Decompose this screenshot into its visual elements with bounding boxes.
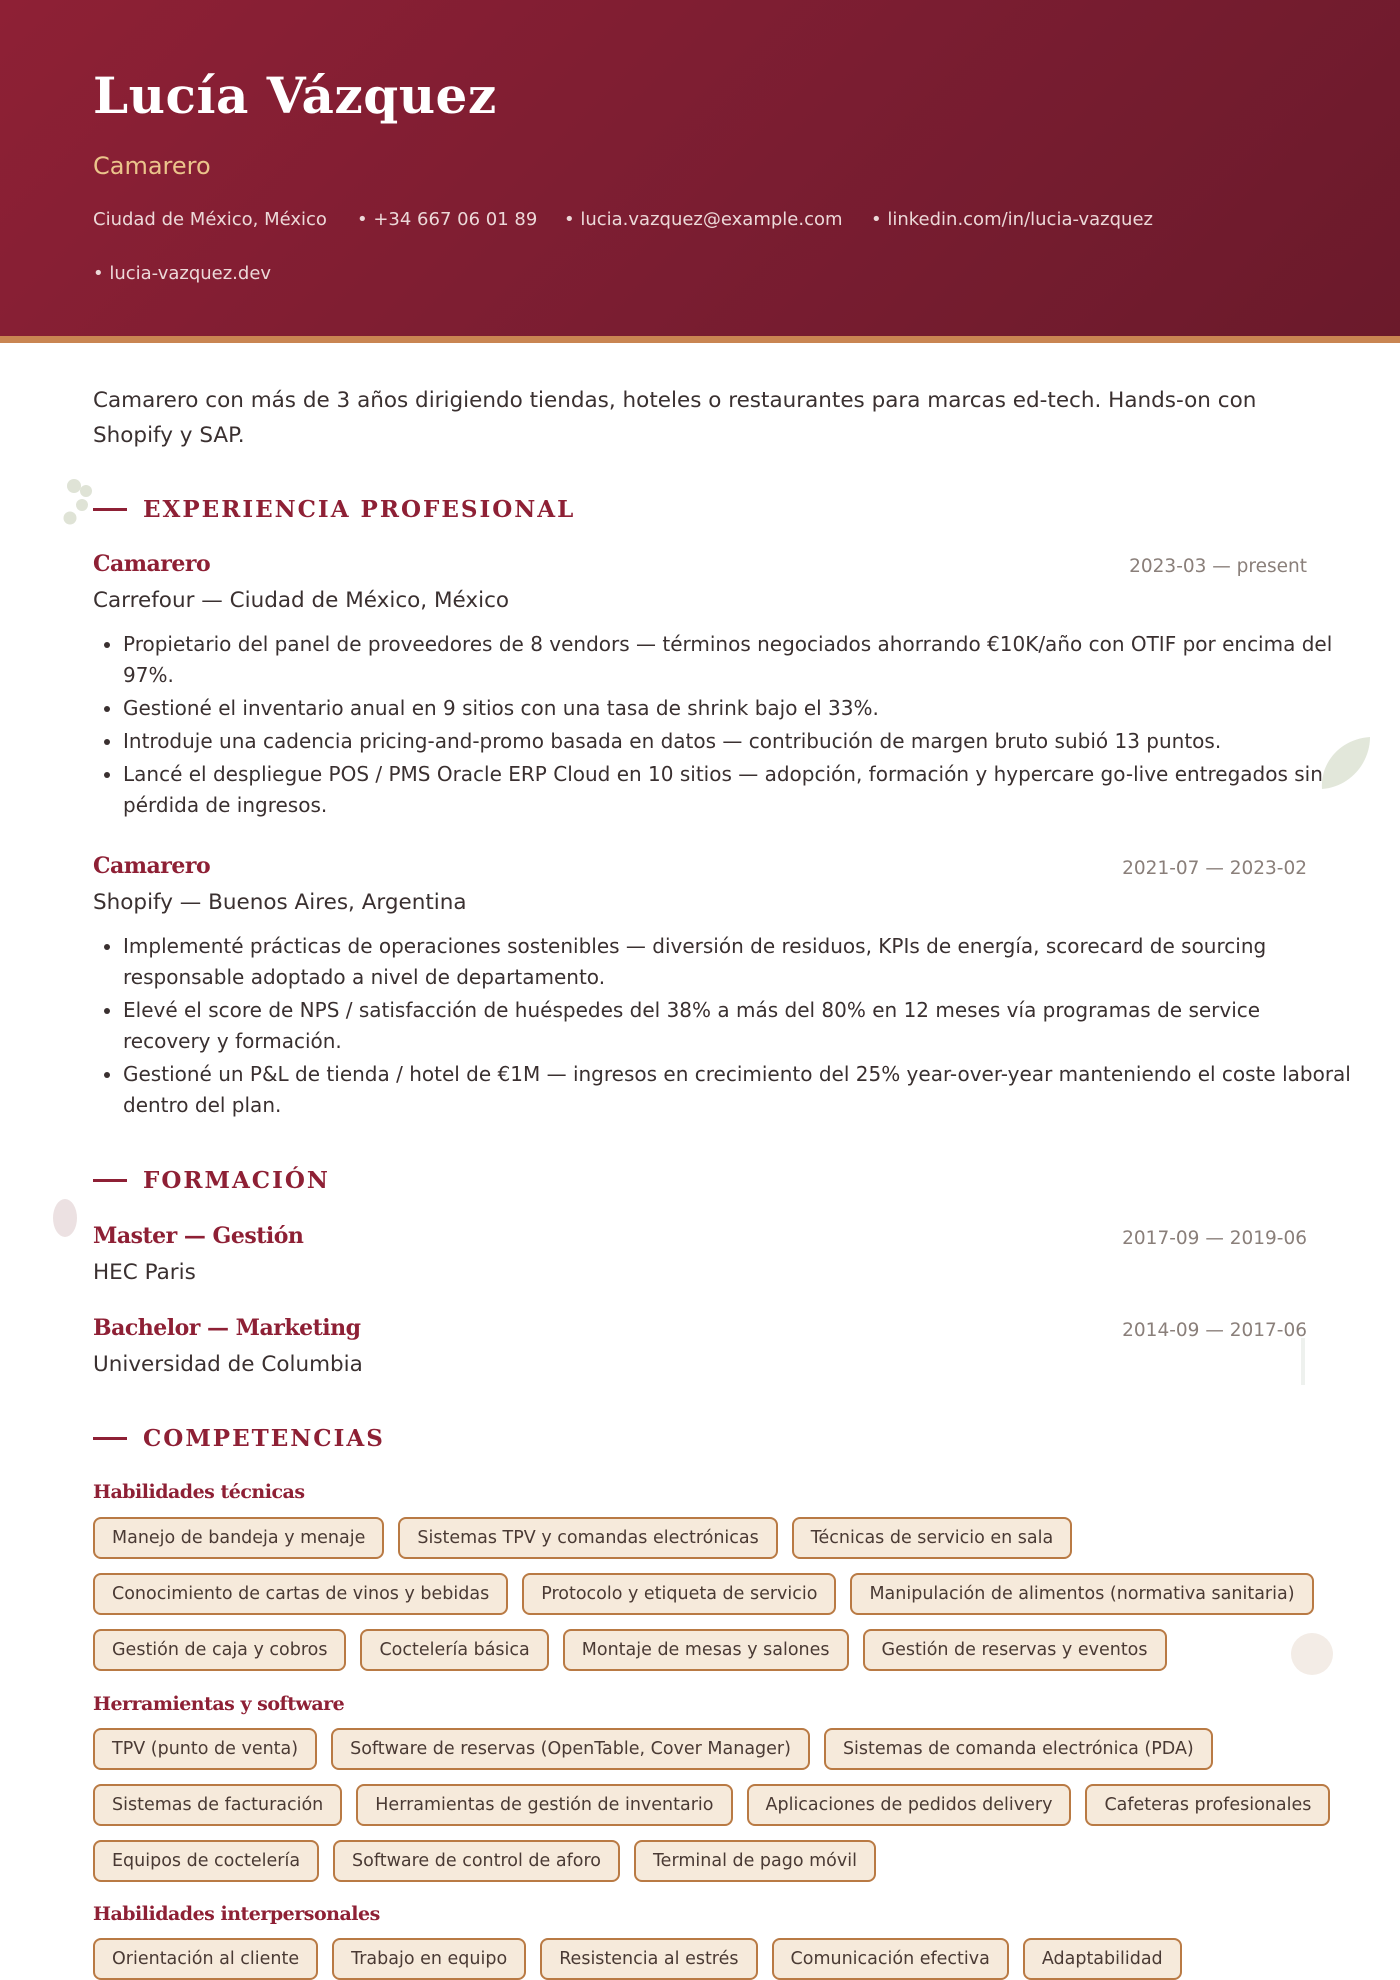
skill-chip: Montaje de mesas y salones (563, 1629, 849, 1671)
skill-chip: Manejo de bandeja y menaje (93, 1517, 384, 1559)
section-title-text: EXPERIENCIA PROFESIONAL (143, 496, 576, 523)
profile-summary: Camarero con más de 3 años dirigiendo tiendas, hoteles o restaurantes para marcas ed-tech. Hands-on con Shopify y SAP. (93, 388, 1257, 448)
job-org: Shopify — Buenos Aires, Argentina (93, 890, 467, 915)
resume-header (0, 0, 1400, 343)
skill-chip: Software de control de aforo (333, 1840, 620, 1882)
skill-chip: Gestión de caja y cobros (93, 1629, 346, 1671)
skill-chip: Sistemas de comanda electrónica (PDA) (824, 1728, 1213, 1770)
skill-chip: Software de reservas (OpenTable, Cover Manager) (331, 1728, 810, 1770)
job-bullet: • Propietario del panel de proveedores de 8 vendors — términos negociados ahorrando €10K/año con OTIF por encima del 97%. (123, 629, 1353, 691)
degree-dates: 2014-09 — 2017-06 (1122, 1320, 1307, 1341)
skill-chip: Herramientas de gestión de inventario (356, 1784, 732, 1826)
section-title-text: FORMACIÓN (143, 1167, 330, 1194)
skill-chip: Gestión de reservas y eventos (863, 1629, 1167, 1671)
skill-chip: Sistemas TPV y comandas electrónicas (398, 1517, 777, 1559)
section-title-text: COMPETENCIAS (143, 1425, 385, 1452)
skill-chip: Protocolo y etiqueta de servicio (522, 1573, 836, 1615)
skill-chip: Orientación al cliente (93, 1938, 318, 1980)
skill-category-title: Herramientas y software (93, 1693, 345, 1715)
section-dash (93, 508, 127, 511)
skill-category-title: Habilidades técnicas (93, 1481, 305, 1503)
school-name: Universidad de Columbia (93, 1352, 363, 1377)
job-bullet: • Elevé el score de NPS / satisfacción de huéspedes del 38% a más del 80% en 12 meses vía programas de service recovery y formación. (123, 995, 1353, 1057)
skill-chip: Adaptabilidad (1023, 1938, 1182, 1980)
skill-chip: Conocimiento de cartas de vinos y bebidas (93, 1573, 508, 1615)
petal-decoration-icon (50, 1196, 80, 1240)
skill-chip: TPV (punto de venta) (93, 1728, 317, 1770)
skill-chip: Técnicas de servicio en sala (792, 1517, 1072, 1559)
thin-bar-decoration (1301, 1338, 1305, 1385)
skill-chips-tools (93, 1728, 1343, 1882)
skill-chip: Terminal de pago móvil (634, 1840, 876, 1882)
job-org: Carrefour — Ciudad de México, México (93, 588, 510, 613)
school-name: HEC Paris (93, 1260, 196, 1285)
skill-chip: Aplicaciones de pedidos delivery (747, 1784, 1072, 1826)
skill-chips-interpersonal (93, 1938, 1343, 1980)
job-bullet: • Gestioné un P&L de tienda / hotel de €1M — ingresos en crecimiento del 25% year-over-year manteniendo el coste laboral dentro del plan. (123, 1059, 1353, 1121)
contact-linkedin[interactable]: • linkedin.com/in/lucia-vazquez (871, 209, 1153, 230)
degree-title: Bachelor — Marketing (93, 1315, 361, 1341)
skill-category-title: Habilidades interpersonales (93, 1903, 380, 1925)
job-bullet: • Introduje una cadencia pricing-and-promo basada en datos — contribución de margen bruto subió 13 puntos. (123, 726, 1353, 757)
job-bullets (93, 931, 1353, 1123)
contact-email[interactable]: • lucia.vazquez@example.com (564, 209, 843, 230)
contact-website[interactable]: • lucia-vazquez.dev (93, 263, 272, 284)
job-dates: 2021-07 — 2023-02 (1122, 858, 1307, 879)
contact-location: Ciudad de México, México (93, 209, 327, 230)
skill-chips-technical (93, 1517, 1343, 1671)
skill-chip: Trabajo en equipo (332, 1938, 526, 1980)
section-title-skills (93, 1425, 385, 1452)
degree-dates: 2017-09 — 2019-06 (1122, 1228, 1307, 1249)
degree-title: Master — Gestión (93, 1223, 304, 1249)
job-title: Camarero (93, 853, 211, 879)
skill-chip: Sistemas de facturación (93, 1784, 342, 1826)
section-title-experience (93, 496, 575, 523)
job-bullet: • Implementé prácticas de operaciones sostenibles — diversión de residuos, KPIs de energía, scorecard de sourcing responsable adoptado a nivel de departamento. (123, 931, 1353, 993)
job-title: Camarero (93, 551, 211, 577)
candidate-name: Lucía Vázquez (93, 66, 497, 125)
section-title-education (93, 1167, 330, 1194)
skill-chip: Manipulación de alimentos (normativa sanitaria) (850, 1573, 1313, 1615)
skill-chip: Comunicación efectiva (772, 1938, 1009, 1980)
section-dash (93, 1179, 127, 1182)
skill-chip: Resistencia al estrés (540, 1938, 757, 1980)
section-dash (93, 1437, 127, 1440)
contact-phone[interactable]: • +34 667 06 01 89 (357, 209, 538, 230)
job-bullet: • Gestioné el inventario anual en 9 sitios con una tasa de shrink bajo el 33%. (123, 693, 1353, 724)
job-bullet: • Lancé el despliegue POS / PMS Oracle ERP Cloud en 10 sitios — adopción, formación y hypercare go-live entregados sin pérdida de ingresos. (123, 759, 1353, 821)
skill-chip: Coctelería básica (360, 1629, 548, 1671)
skill-chip: Equipos de coctelería (93, 1840, 319, 1882)
job-bullets (93, 629, 1353, 823)
skill-chip: Cafeteras profesionales (1085, 1784, 1330, 1826)
candidate-role: Camarero (93, 152, 211, 180)
job-dates: 2023-03 — present (1129, 556, 1307, 577)
